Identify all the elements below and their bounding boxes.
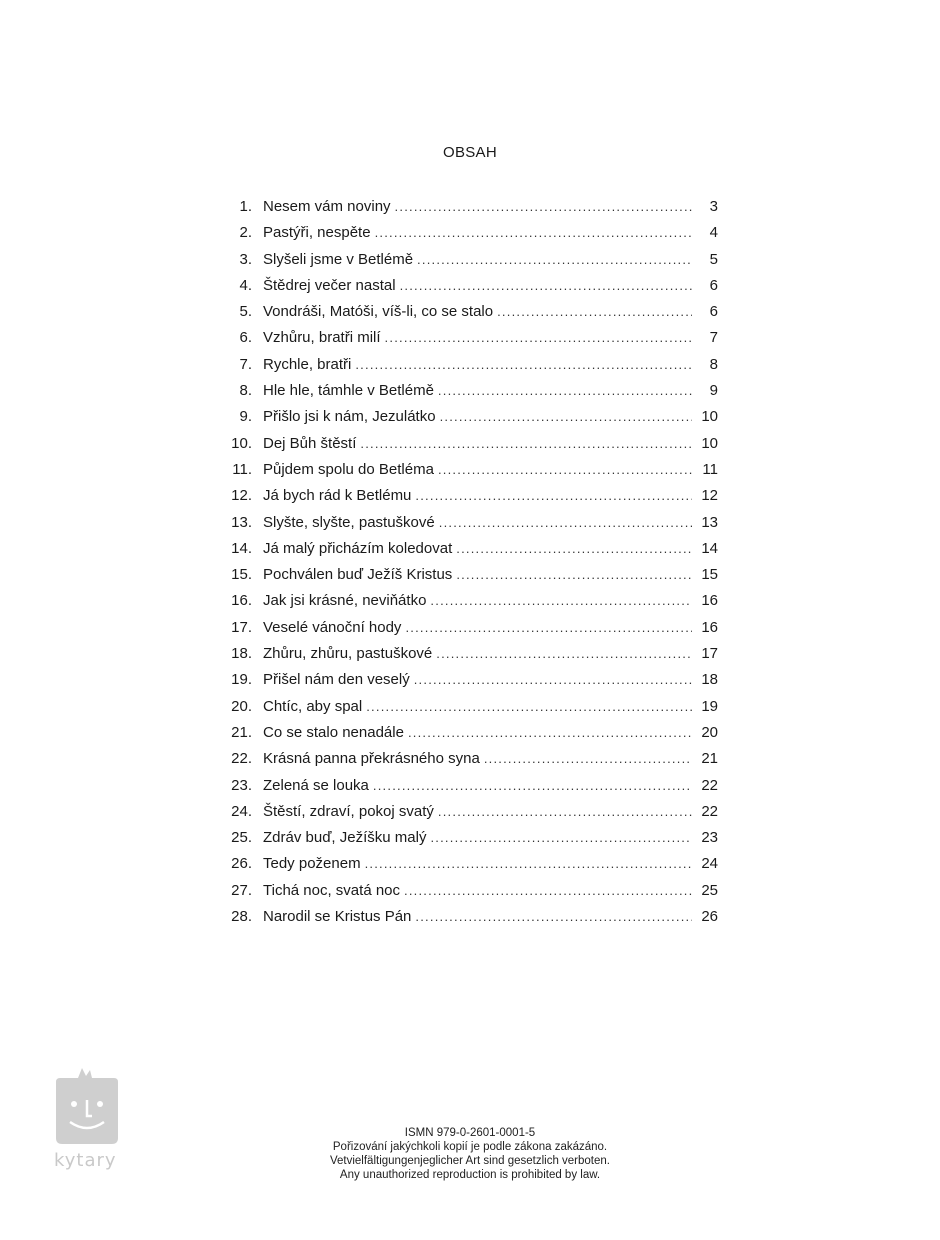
toc-leader-dots [405, 617, 692, 639]
toc-entry-page: 25 [701, 881, 718, 899]
toc-leader-dots [440, 406, 692, 428]
toc-entry-number: 28. [231, 908, 252, 926]
toc-leader-dots [430, 590, 692, 612]
toc-entry-page: 12 [701, 487, 718, 505]
toc-entry [222, 275, 718, 301]
toc-entry [222, 249, 718, 275]
toc-entry-page: 23 [701, 829, 718, 847]
toc-entry [222, 880, 718, 906]
toc-entry-page: 20 [701, 723, 718, 741]
toc-entry-number: 26. [231, 855, 252, 873]
toc-entry [222, 775, 718, 801]
toc-entry-page: 19 [701, 697, 718, 715]
toc-entry-page: 21 [701, 750, 718, 768]
toc-entry-number: 12. [231, 487, 252, 505]
toc-leader-dots [400, 275, 692, 297]
toc-entry-number: 1. [239, 198, 252, 215]
toc-leader-dots [373, 775, 692, 797]
toc-entry-page: 17 [701, 645, 718, 663]
toc-entry-title: Přišlo jsi k nám, Jezulátko [263, 408, 436, 426]
toc-entry [222, 196, 718, 222]
toc-entry [222, 801, 718, 827]
toc-entry-page: 3 [709, 198, 718, 215]
toc-entry-page: 16 [701, 618, 718, 636]
toc-entry-page: 24 [701, 855, 718, 873]
toc-entry-title: Zhůru, zhůru, pastuškové [263, 645, 433, 663]
toc-entry [222, 512, 718, 538]
toc-entry-page: 18 [701, 671, 718, 689]
table-of-contents [222, 196, 718, 932]
toc-entry-number: 10. [231, 434, 252, 452]
toc-entry-page: 16 [701, 592, 718, 610]
toc-entry [222, 459, 718, 485]
toc-entry [222, 748, 718, 774]
toc-entry-number: 25. [231, 829, 252, 847]
toc-leader-dots [395, 196, 692, 218]
toc-entry [222, 301, 718, 327]
toc-leader-dots [366, 696, 692, 718]
toc-entry-title: Chtíc, aby spal [263, 697, 363, 715]
toc-entry-title: Slyšte, slyšte, pastuškové [263, 513, 435, 531]
toc-entry-title: Co se stalo nenadále [263, 723, 404, 741]
toc-leader-dots [355, 354, 692, 376]
toc-entry-title: Tedy poženem [263, 855, 361, 873]
toc-leader-dots [408, 722, 692, 744]
toc-entry-number: 22. [231, 750, 252, 768]
toc-entry-page: 4 [709, 224, 718, 242]
toc-leader-dots [438, 801, 692, 823]
toc-leader-dots [439, 512, 692, 534]
toc-leader-dots [430, 827, 692, 849]
toc-leader-dots [385, 327, 692, 349]
toc-entry-title: Půjdem spolu do Betléma [263, 460, 434, 478]
copyright-de: Vetvielfältigungenjeglicher Art sind gesetzlich verboten. [329, 1155, 610, 1167]
toc-entry-title: Dej Bůh štěstí [263, 434, 357, 452]
toc-entry-title: Pochválen buď Ježíš Kristus [263, 566, 453, 584]
toc-entry-title: Vzhůru, bratři milí [263, 329, 381, 347]
toc-entry-page: 11 [702, 460, 718, 478]
copyright-en: Any unauthorized reproduction is prohibited by law. [339, 1169, 601, 1181]
toc-leader-dots [404, 880, 692, 902]
toc-entry-title: Já bych rád k Betlému [263, 487, 412, 505]
toc-entry-number: 8. [239, 382, 252, 400]
toc-entry-page: 9 [709, 382, 718, 400]
toc-entry-number: 17. [231, 618, 252, 636]
toc-entry-page: 10 [701, 408, 718, 426]
toc-entry [222, 617, 718, 643]
toc-entry [222, 669, 718, 695]
toc-entry-title: Hle hle, támhle v Betlémě [263, 382, 434, 400]
toc-entry-number: 16. [231, 592, 252, 610]
toc-entry-title: Tichá noc, svatá noc [263, 881, 401, 899]
toc-entry-number: 7. [239, 355, 252, 373]
copyright-cz: Pořizování jakýchkoli kopií je podle zákona zakázáno. [332, 1141, 608, 1153]
toc-entry-title: Vondráši, Matóši, víš-li, co se stalo [263, 303, 494, 321]
toc-entry-page: 14 [701, 539, 718, 557]
toc-entry-title: Veselé vánoční hody [263, 618, 402, 636]
toc-entry-number: 20. [231, 697, 252, 715]
toc-entry [222, 696, 718, 722]
toc-entry-number: 19. [231, 671, 252, 689]
toc-leader-dots [365, 853, 692, 875]
toc-entry-number: 18. [231, 645, 252, 663]
toc-entry [222, 722, 718, 748]
ismn-line: ISMN 979-0-2601-0001-5 [404, 1127, 536, 1139]
toc-entry-title: Slyšeli jsme v Betlémě [263, 250, 414, 268]
toc-entry-page: 22 [701, 776, 718, 794]
toc-entry-title: Štědrej večer nastal [263, 276, 396, 294]
toc-entry-page: 10 [701, 434, 718, 452]
toc-leader-dots [417, 249, 692, 271]
toc-entry [222, 564, 718, 590]
toc-entry-page: 15 [701, 566, 718, 584]
toc-leader-dots [436, 643, 692, 665]
copyright-footer [0, 1126, 940, 1182]
toc-entry-title: Já malý přicházím koledovat [263, 539, 453, 557]
toc-entry-page: 5 [709, 250, 718, 268]
toc-entry-number: 6. [239, 329, 252, 347]
toc-leader-dots [415, 906, 692, 928]
toc-entry-page: 8 [709, 355, 718, 373]
toc-entry-title: Zelená se louka [263, 776, 369, 794]
toc-entry-page: 13 [701, 513, 718, 531]
toc-entry [222, 380, 718, 406]
toc-entry-number: 21. [231, 723, 252, 741]
toc-entry [222, 590, 718, 616]
toc-entry-title: Rychle, bratři [263, 355, 352, 373]
toc-entry [222, 643, 718, 669]
toc-entry-title: Pastýři, nespěte [263, 224, 371, 242]
toc-leader-dots [375, 222, 692, 244]
toc-entry-number: 24. [231, 802, 252, 820]
toc-entry-title: Narodil se Kristus Pán [263, 908, 412, 926]
toc-entry-number: 11. [232, 460, 252, 478]
toc-entry-number: 5. [239, 303, 252, 321]
toc-leader-dots [414, 669, 692, 691]
toc-leader-dots [438, 380, 692, 402]
toc-entry-title: Zdráv buď, Ježíšku malý [263, 829, 427, 847]
page-title: OBSAH [442, 144, 497, 161]
toc-entry-title: Přišel nám den veselý [263, 671, 410, 689]
toc-entry-title: Krásná panna překrásného syna [263, 750, 480, 768]
toc-leader-dots [497, 301, 692, 323]
toc-entry [222, 433, 718, 459]
toc-entry [222, 354, 718, 380]
toc-entry-title: Jak jsi krásné, neviňátko [263, 592, 427, 610]
toc-entry-number: 3. [239, 250, 252, 268]
toc-entry-page: 6 [709, 276, 718, 294]
toc-entry [222, 827, 718, 853]
toc-entry-number: 13. [231, 513, 252, 531]
toc-entry-number: 9. [239, 408, 252, 426]
toc-entry-title: Nesem vám noviny [263, 198, 391, 215]
toc-entry [222, 406, 718, 432]
toc-entry-number: 14. [231, 539, 252, 557]
toc-entry [222, 485, 718, 511]
toc-entry-number: 23. [231, 776, 252, 794]
toc-leader-dots [438, 459, 692, 481]
toc-leader-dots [456, 538, 692, 560]
toc-leader-dots [484, 748, 692, 770]
toc-entry-page: 22 [701, 802, 718, 820]
toc-leader-dots [360, 433, 692, 455]
toc-entry-page: 7 [709, 329, 718, 347]
toc-entry [222, 538, 718, 564]
toc-entry [222, 906, 718, 932]
toc-entry [222, 853, 718, 879]
toc-entry-number: 4. [239, 276, 252, 294]
kytary-watermark-text: kytary [54, 1150, 117, 1171]
toc-entry-page: 26 [701, 908, 718, 926]
toc-entry-page: 6 [709, 303, 718, 321]
toc-entry [222, 222, 718, 248]
toc-entry-number: 2. [239, 224, 252, 242]
toc-leader-dots [456, 564, 692, 586]
toc-entry-title: Štěstí, zdraví, pokoj svatý [263, 802, 434, 820]
toc-leader-dots [415, 485, 692, 507]
toc-entry-number: 27. [231, 881, 252, 899]
toc-entry [222, 327, 718, 353]
toc-entry-number: 15. [231, 566, 252, 584]
